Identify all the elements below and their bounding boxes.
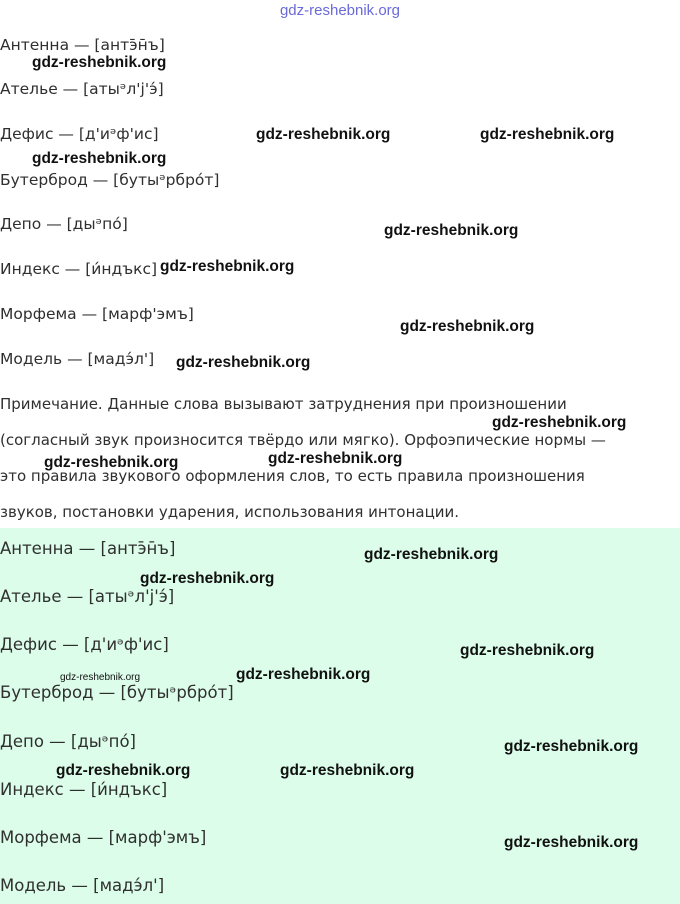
- entry-morfema: Морфема — [марф'эмъ]: [0, 305, 194, 323]
- watermark: gdz-reshebnik.org: [504, 738, 639, 755]
- watermark: gdz-reshebnik.org: [60, 672, 141, 683]
- watermark: gdz-reshebnik.org: [140, 570, 275, 587]
- entry-morfema: Морфема — [марф'эмъ]: [0, 828, 207, 847]
- note-line-1: Примечание. Данные слова вызывают затруднения при произношении: [0, 395, 567, 413]
- entry-model: Модель — [мадэ́л']: [0, 876, 165, 895]
- note-line-2: (согласный звук произносится твёрдо или мягко). Орфоэпические нормы —: [0, 431, 606, 449]
- entry-indeks: Индекс — [и́ндъкс]: [0, 780, 168, 799]
- entry-depo: Депо — [дыᵊпо́]: [0, 215, 128, 233]
- entry-antenna: Антенна — [антэ̄н̄ъ]: [0, 36, 165, 54]
- watermark: gdz-reshebnik.org: [160, 258, 295, 275]
- watermark: gdz-reshebnik.org: [32, 150, 167, 167]
- entry-atelier: Ателье — [аты͏ᵊл'j'э́]: [0, 80, 164, 98]
- entry-buterbrod: Бутерброд — [бутыᵊрбро́т]: [0, 683, 234, 702]
- entry-antenna: Антенна — [антэ̄н̄ъ]: [0, 539, 176, 558]
- note-line-4: звуков, постановки ударения, использования интонации.: [0, 503, 460, 521]
- watermark: gdz-reshebnik.org: [384, 222, 519, 239]
- entry-indeks: Индекс — [и́ндъкс]: [0, 260, 158, 278]
- watermark: gdz-reshebnik.org: [32, 54, 167, 71]
- entry-depo: Депо — [дыᵊпо́]: [0, 732, 136, 751]
- note-line-3: это правила звукового оформления слов, то есть правила произношения: [0, 467, 585, 485]
- site-header[interactable]: gdz-reshebnik.org: [279, 2, 401, 19]
- entry-buterbrod: Бутерброд — [бутыᵊрбро́т]: [0, 171, 220, 189]
- watermark: gdz-reshebnik.org: [492, 414, 627, 431]
- watermark: gdz-reshebnik.org: [280, 762, 415, 779]
- entry-defis: Дефис — [д'иᵊф'ис]: [0, 635, 169, 654]
- watermark: gdz-reshebnik.org: [364, 546, 499, 563]
- watermark: gdz-reshebnik.org: [480, 126, 615, 143]
- entry-model: Модель — [мадэ́л']: [0, 350, 155, 368]
- watermark: gdz-reshebnik.org: [400, 318, 535, 335]
- watermark: gdz-reshebnik.org: [504, 834, 639, 851]
- entry-atelier: Ателье — [атыᵊл'j'э́]: [0, 587, 175, 606]
- watermark: gdz-reshebnik.org: [236, 666, 371, 683]
- watermark: gdz-reshebnik.org: [460, 642, 595, 659]
- watermark: gdz-reshebnik.org: [268, 450, 403, 467]
- entry-defis: Дефис — [д'иᵊф'ис]: [0, 125, 159, 143]
- watermark: gdz-reshebnik.org: [44, 454, 179, 471]
- watermark: gdz-reshebnik.org: [56, 762, 191, 779]
- watermark: gdz-reshebnik.org: [256, 126, 391, 143]
- watermark: gdz-reshebnik.org: [176, 354, 311, 371]
